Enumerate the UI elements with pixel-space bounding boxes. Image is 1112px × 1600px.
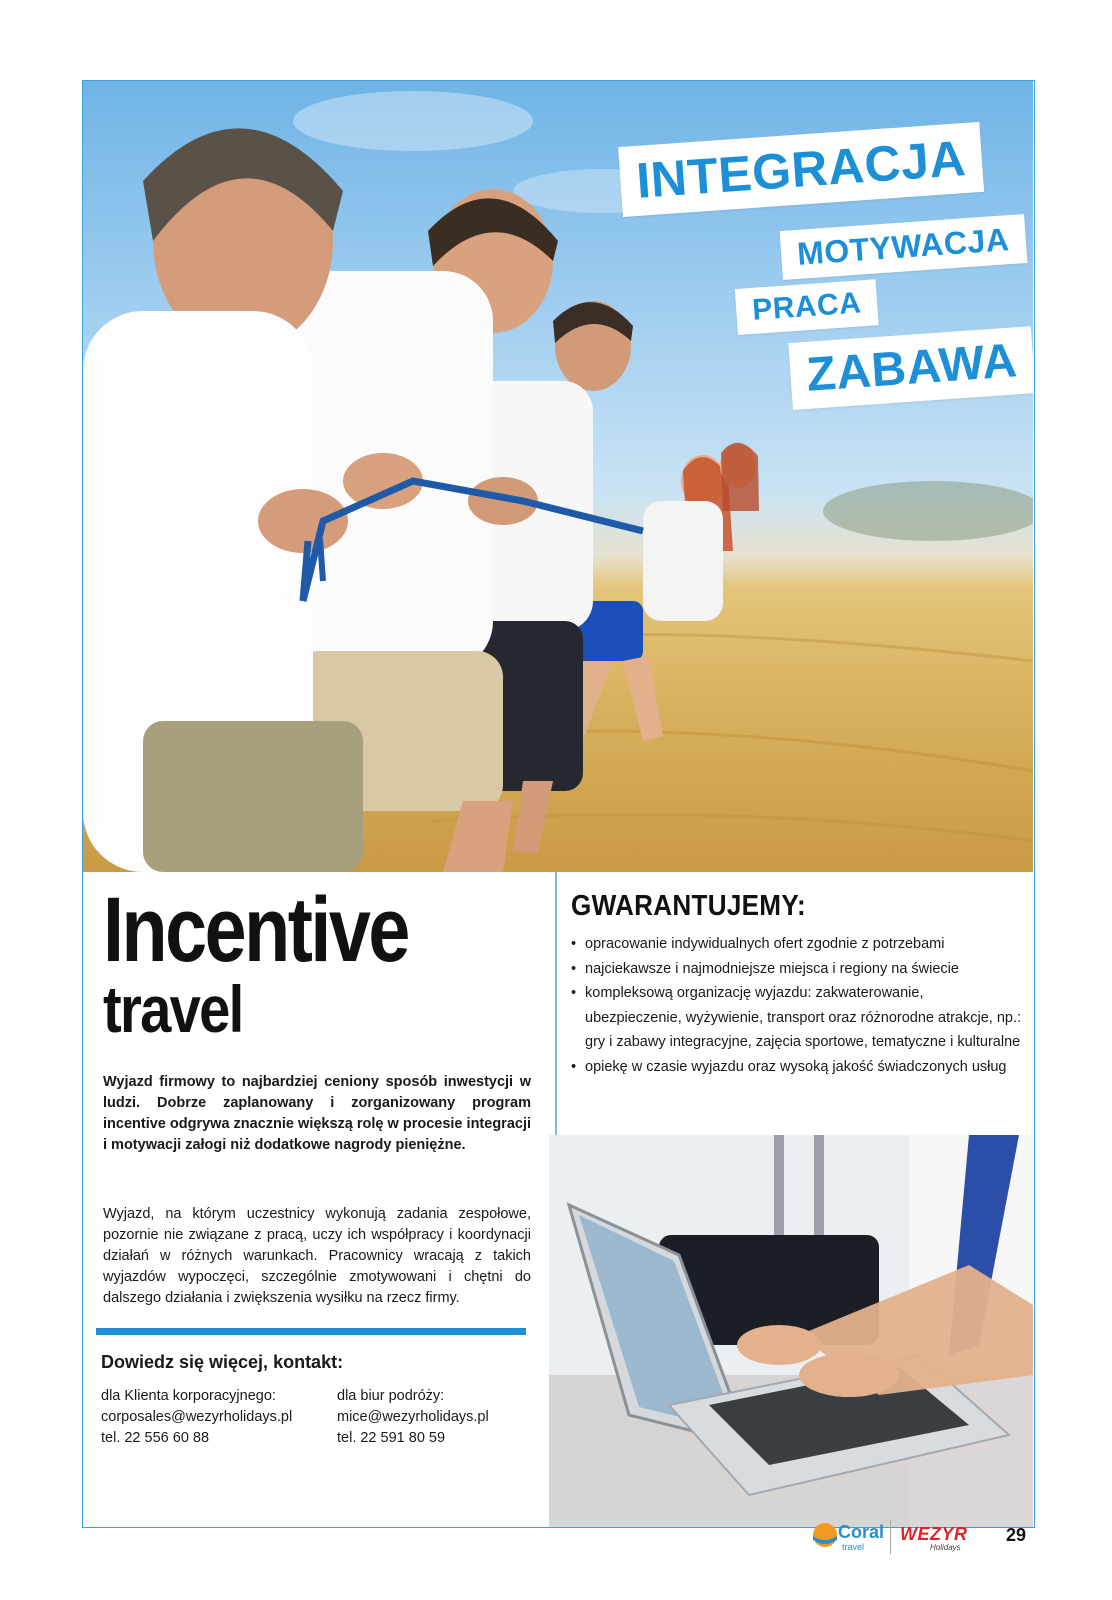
contact-agencies-email[interactable]: mice@wezyrholidays.pl xyxy=(337,1409,489,1425)
wezyr-logo-sub: Holidays xyxy=(930,1543,961,1552)
contact-agencies-phone: tel. 22 591 80 59 xyxy=(337,1430,446,1446)
body-paragraph: Wyjazd, na którym uczestnicy wykonują zadania zespołowe, pozornie nie związane z pracą, uczy ich współpracy i koordynacji działań w różnych warunkach. Pracownicy wracają z takich wyjazdów wypoczęci, szczególnie zmotywowani i chętni do dalszego działania i zwiększenia wysiłku na rzecz firmy. xyxy=(103,1206,531,1306)
slogan-integracja: INTEGRACJA xyxy=(618,122,984,217)
contact-title: Dowiedz się więcej, kontakt: xyxy=(101,1352,344,1372)
contact-corporate-label: dla Klienta korporacyjnego: xyxy=(101,1388,276,1404)
laptop-typing-image xyxy=(549,1135,1033,1527)
slogan-zabawa: ZABAWA xyxy=(788,326,1033,410)
page-number: 29 xyxy=(1006,1525,1027,1545)
slogan-motywacja: MOTYWACJA xyxy=(780,214,1027,280)
laptop-photo xyxy=(549,1135,1033,1527)
contact-divider-bar xyxy=(96,1328,526,1335)
list-item: • opiekę w czasie wyjazdu oraz wysoką jakość świadczonych usług xyxy=(571,1058,1007,1075)
wezyr-logo-text: WEZYR xyxy=(900,1524,968,1544)
coral-sun-icon xyxy=(812,1522,838,1548)
title-incentive: Incentive xyxy=(103,879,408,981)
contact-corporate-phone: tel. 22 556 60 88 xyxy=(101,1430,210,1446)
contact-agencies-label: dla biur podróży: xyxy=(337,1388,445,1404)
coral-logo-text: Coral xyxy=(838,1522,885,1542)
tug-of-war-beach-image xyxy=(83,81,1033,872)
title-travel: travel xyxy=(103,972,243,1046)
hero-photo xyxy=(83,81,1033,872)
list-item: • najciekawsze i najmodniejsze miejsca i regiony na świecie xyxy=(571,960,959,977)
contact-corporate xyxy=(101,1386,292,1449)
guarantees-title: GWARANTUJEMY: xyxy=(571,890,807,922)
page-frame xyxy=(82,80,1035,1528)
list-item: • opracowanie indywidualnych ofert zgodnie z potrzebami xyxy=(571,936,945,952)
lead-paragraph: Wyjazd firmowy to najbardziej ceniony sposób inwestycji w ludzi. Dobrze zaplanowany i zorganizowany program incentive odgrywa znacznie większą rolę w procesie integracji i motywacji załogi niż dodatkowe nagrody pieniężne. xyxy=(103,1074,531,1153)
coral-logo-sub: travel xyxy=(842,1542,865,1552)
logo-separator xyxy=(890,1520,891,1554)
slogan-praca: PRACA xyxy=(735,279,879,335)
guarantees-list xyxy=(571,932,1023,1079)
list-item: • kompleksową organizację wyjazdu: zakwaterowanie, ubezpieczenie, wyżywienie, transport oraz różnorodne atrakcje, np.: gry i zabawy integracyjne, zajęcia sportowe, tematyczne i kulturalne xyxy=(571,985,1022,1050)
contact-agencies xyxy=(337,1386,489,1449)
contact-corporate-email[interactable]: corposales@wezyrholidays.pl xyxy=(101,1409,293,1425)
